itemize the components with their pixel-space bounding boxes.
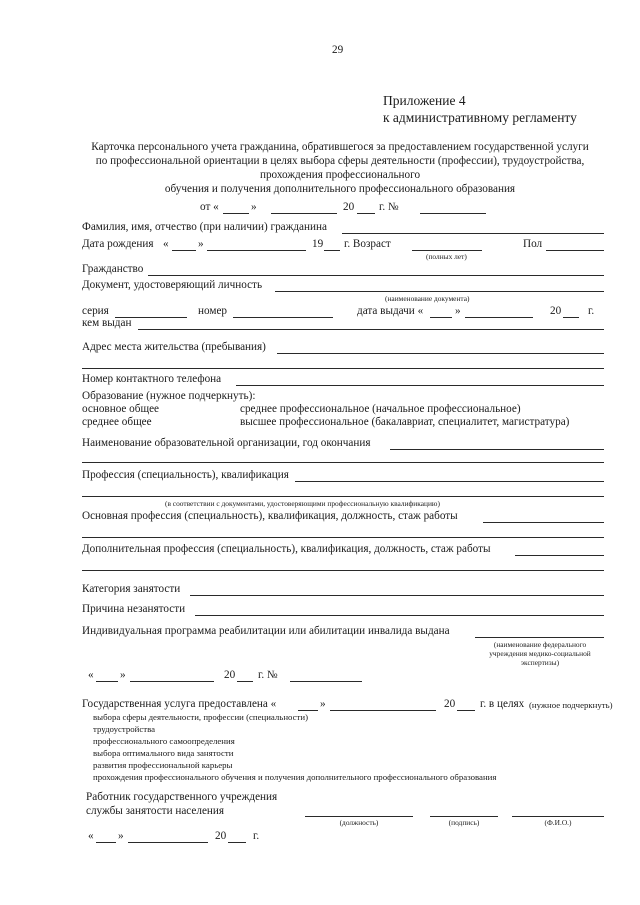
address-field-line2[interactable] [82,368,604,369]
sign-date-open: « [88,830,94,842]
profession-label: Профессия (специальность), квалификация [82,469,289,481]
profession-field-line2[interactable] [82,496,604,497]
service-provided-label: Государственная услуга предоставлена « [82,698,277,710]
rehab-year-field[interactable] [237,681,253,682]
employment-category-label: Категория занятости [82,583,181,595]
sign-day-field[interactable] [96,842,116,843]
unemployment-reason-label: Причина незанятости [82,603,186,615]
issue-day-field[interactable] [430,317,452,318]
issued-by-label: кем выдан [82,317,132,329]
edu-secondary-option[interactable]: среднее общее [82,416,152,428]
address-field[interactable] [277,353,604,354]
position-note: (должность) [339,818,379,827]
rehab-program-field[interactable] [475,637,604,638]
appendix-subtitle: к административному регламенту [383,110,577,125]
rehab-program-label: Индивидуальная программа реабилитации или абилитации инвалида выдана [82,625,450,637]
series-label: серия [82,305,109,317]
signature-note: (подпись) [448,818,480,827]
rehab-number-label: г. № [258,669,278,681]
age-note: (полных лет) [426,252,467,261]
service-month-field[interactable] [330,710,436,711]
education-label: Образование (нужное подчеркнуть): [82,390,256,402]
birth-month-field[interactable] [207,250,306,251]
rehab-note-line3: экспертизы) [520,658,560,667]
sign-year-prefix: 20 [215,830,227,842]
id-document-label: Документ, удостоверяющий личность [82,279,263,291]
age-label: г. Возраст [344,238,391,250]
purpose-option[interactable]: профессионального самоопределения [93,736,235,746]
sign-g-label: г. [253,830,260,842]
service-close-quote: » [320,698,326,710]
institution-label: Наименование образовательной организации, год окончания [82,437,371,449]
rehab-year-prefix: 20 [224,669,236,681]
service-year-field[interactable] [457,710,475,711]
name-field[interactable] [512,816,604,817]
address-label: Адрес места жительства (пребывания) [82,341,266,353]
rehab-day-field[interactable] [96,681,118,682]
rehab-note-line2: учреждения медико-социальной [489,649,591,658]
rehab-date-close: » [120,669,126,681]
purpose-option[interactable]: выбора сферы деятельности, профессии (специальности) [93,712,309,722]
card-title-line2: по профессиональной ориентации в целях выбора сферы деятельности (профессии), трудоустройства, [95,155,585,167]
age-field[interactable] [412,250,482,251]
appendix-title: Приложение 4 [383,93,466,108]
purpose-option[interactable]: трудоустройства [93,724,156,734]
issue-month-field[interactable] [465,317,533,318]
rehab-date-open: « [88,669,94,681]
page-number: 29 [332,44,344,56]
purpose-option[interactable]: прохождения профессионального обучения и получения дополнительного профессионального образования [93,772,497,782]
edu-higher-option[interactable]: высшее профессиональное (бакалавриат, специалитет, магистратура) [240,416,570,428]
employment-category-field[interactable] [190,595,604,596]
employee-label-line2: службы занятости населения [86,805,225,817]
service-underline-note: (нужное подчеркнуть) [529,700,613,710]
sign-month-field[interactable] [128,842,208,843]
profession-field[interactable] [295,481,604,482]
phone-label: Номер контактного телефона [82,373,222,385]
issued-by-field[interactable] [138,329,604,330]
rehab-number-field[interactable] [290,681,362,682]
service-day-field[interactable] [298,710,318,711]
main-profession-field[interactable] [483,522,604,523]
birth-date-label: Дата рождения [82,238,154,250]
gender-field[interactable] [546,250,604,251]
purpose-option[interactable]: выбора оптимального вида занятости [93,748,234,758]
date-year-prefix: 20 [343,201,355,213]
card-title-line1: Карточка персонального учета гражданина, обратившегося за предоставлением государственной услуги [91,141,589,153]
name-note: (Ф.И.О.) [544,818,572,827]
number-label: номер [198,305,228,317]
id-document-field[interactable] [275,291,604,292]
card-title-line3: прохождения профессионального [259,169,421,181]
sign-year-field[interactable] [228,842,246,843]
date-quote-close: » [251,201,257,213]
service-year-prefix: 20 [444,698,456,710]
citizenship-label: Гражданство [82,263,144,275]
main-profession-label: Основная профессия (специальность), квалификация, должность, стаж работы [82,510,458,522]
issue-g-label: г. [588,305,595,317]
signature-field[interactable] [430,816,498,817]
fio-field[interactable] [342,233,604,234]
birth-year-field[interactable] [324,250,340,251]
rehab-month-field[interactable] [130,681,214,682]
issue-year-field[interactable] [563,317,579,318]
employee-label-line1: Работник государственного учреждения [86,791,278,803]
card-title-line4: обучения и получения дополнительного профессионального образования [164,183,516,195]
date-number-label: г. № [379,201,399,213]
institution-field[interactable] [390,449,604,450]
edu-basic-option[interactable]: основное общее [82,403,160,415]
position-field[interactable] [305,816,413,817]
extra-profession-field[interactable] [515,555,604,556]
citizenship-field[interactable] [148,275,604,276]
issue-close-quote: » [455,305,461,317]
card-date-year-field[interactable] [357,213,375,214]
sign-date-close: » [118,830,124,842]
card-date-month-field[interactable] [271,213,337,214]
doc-name-note: (наименование документа) [385,294,470,303]
rehab-note-line1: (наименование федерального [493,640,587,649]
extra-profession-label: Дополнительная профессия (специальность), квалификация, должность, стаж работы [82,543,491,555]
card-date-day-field[interactable] [223,213,249,214]
main-profession-field-line2[interactable] [82,537,604,538]
purpose-option[interactable]: развития профессиональной карьеры [93,760,233,770]
issue-year-prefix: 20 [550,305,562,317]
number-field[interactable] [233,317,333,318]
service-in-goals: г. в целях [480,698,525,710]
fio-label: Фамилия, имя, отчество (при наличии) гражданина [82,221,327,233]
birth-close-quote: » [198,238,204,250]
institution-field-line2[interactable] [82,462,604,463]
unemployment-reason-field[interactable] [195,615,604,616]
birth-open-quote: « [163,238,169,250]
birth-day-field[interactable] [172,250,196,251]
extra-profession-field-line2[interactable] [82,570,604,571]
profession-note: (в соответствии с документами, удостоверяющими профессиональную квалификацию) [165,499,440,508]
date-ot: от « [200,201,219,213]
birth-year-prefix: 19 [312,238,324,250]
issue-date-label: дата выдачи « [357,305,424,317]
card-number-field[interactable] [420,213,486,214]
gender-label: Пол [523,238,543,250]
edu-vocational-option[interactable]: среднее профессиональное (начальное профессиональное) [240,403,521,415]
phone-field[interactable] [236,385,604,386]
